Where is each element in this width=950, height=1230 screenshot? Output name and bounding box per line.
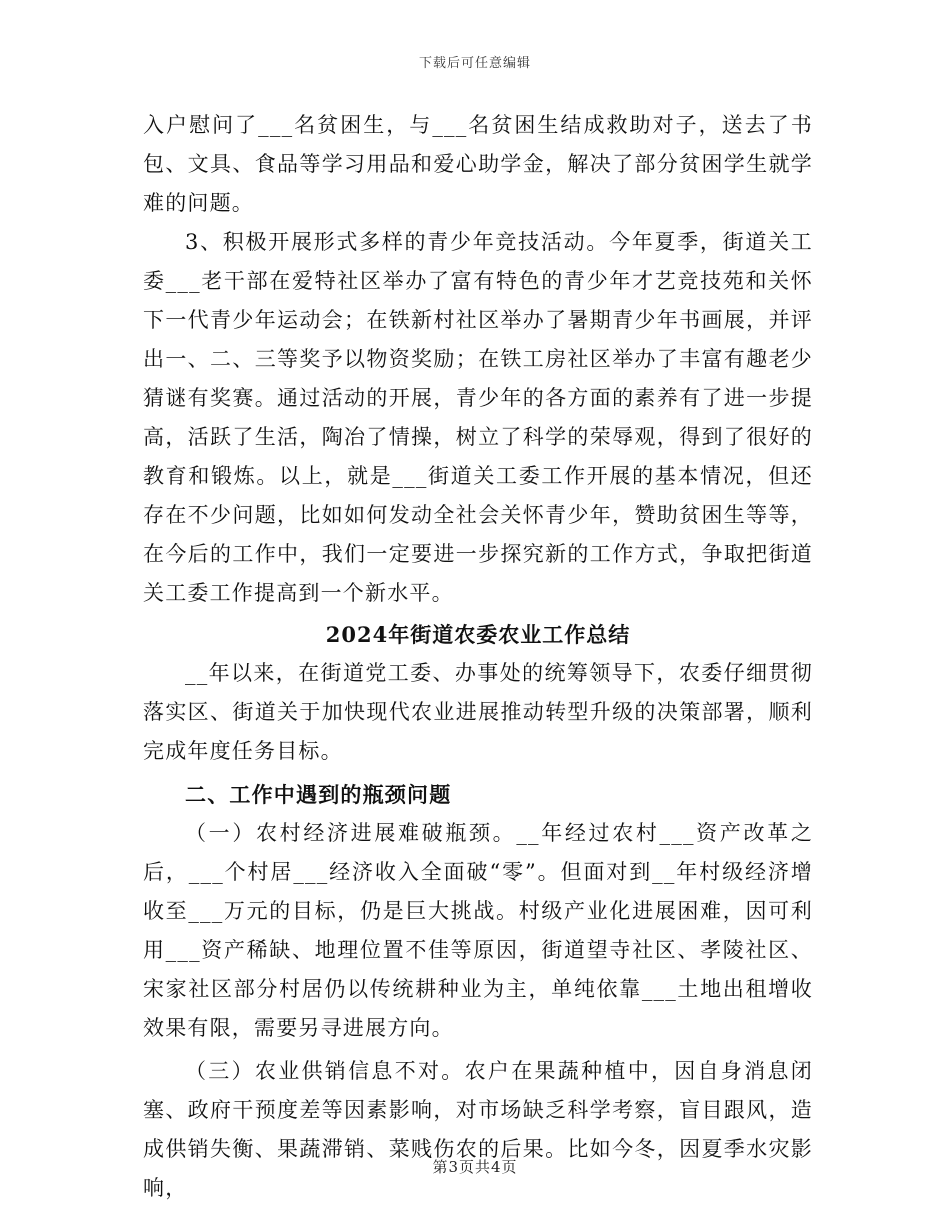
paragraph-supply-marketing: （三）农业供销信息不对。农户在果蔬种植中，因自身消息闭塞、政府干预度差等因素影响，对市场缺乏科学考察，盲目跟风，造成供销失衡、果蔬滞销、菜贱伤农的后果。比如今冬，因夏季水灾影响， <box>143 1059 813 1200</box>
document-title: 2024年街道农委农业工作总结 <box>325 622 631 647</box>
document-body <box>143 106 813 1208</box>
paragraph-intro: __年以来，在街道党工委、办事处的统筹领导下，农委仔细贯彻落实区、街道关于加快现代农业进展推动转型升级的决策部署，顺利完成年度任务目标。 <box>143 661 813 763</box>
paragraph-youth-activities: 3、积极开展形式多样的青少年竞技活动。今年夏季，街道关工委___老干部在爱特社区举办了富有特色的青少年才艺竞技苑和关怀下一代青少年运动会；在铁新村社区举办了暑期青少年书画展，并评出一、二、三等奖予以物资奖励；在铁工房社区举办了丰富有趣老少猜谜有奖赛。通过活动的开展，青少年的各方面的素养有了进一步提高，活跃了生活，陶冶了情操，树立了科学的荣辱观，得到了很好的教育和锻炼。以上，就是___街道关工委工作开展的基本情况，但还存在不少问题，比如如何发动全社会关怀青少年，赞助贫困生等等，在今后的工作中，我们一定要进一步探究新的工作方式，争取把街道关工委工作提高到一个新水平。 <box>143 230 813 605</box>
section-heading-bottlenecks: 二、工作中遇到的瓶颈问题 <box>185 782 452 807</box>
paragraph-rural-economy: （一）农村经济进展难破瓶颈。__年经过农村___资产改革之后，___个村居___经济收入全面破“零”。但面对到__年村级经济增收至___万元的目标，仍是巨大挑战。村级产业化进展困难，因可利用___资产稀缺、地理位置不佳等原因，街道望寺社区、孝陵社区、宋家社区部分村居仍以传统耕种业为主，单纯依靠___土地出租增收效果有限，需要另寻进展方向。 <box>143 821 813 1040</box>
page-header-note: 下载后可任意编辑 <box>418 56 531 71</box>
paragraph-poverty-assistance: 入户慰问了___名贫困生，与___名贫困生结成救助对子，送去了书包、文具、食品等学习用品和爱心助学金，解决了部分贫困学生就学难的问题。 <box>143 113 813 215</box>
page-number: 第3页共4页 <box>432 1158 518 1176</box>
